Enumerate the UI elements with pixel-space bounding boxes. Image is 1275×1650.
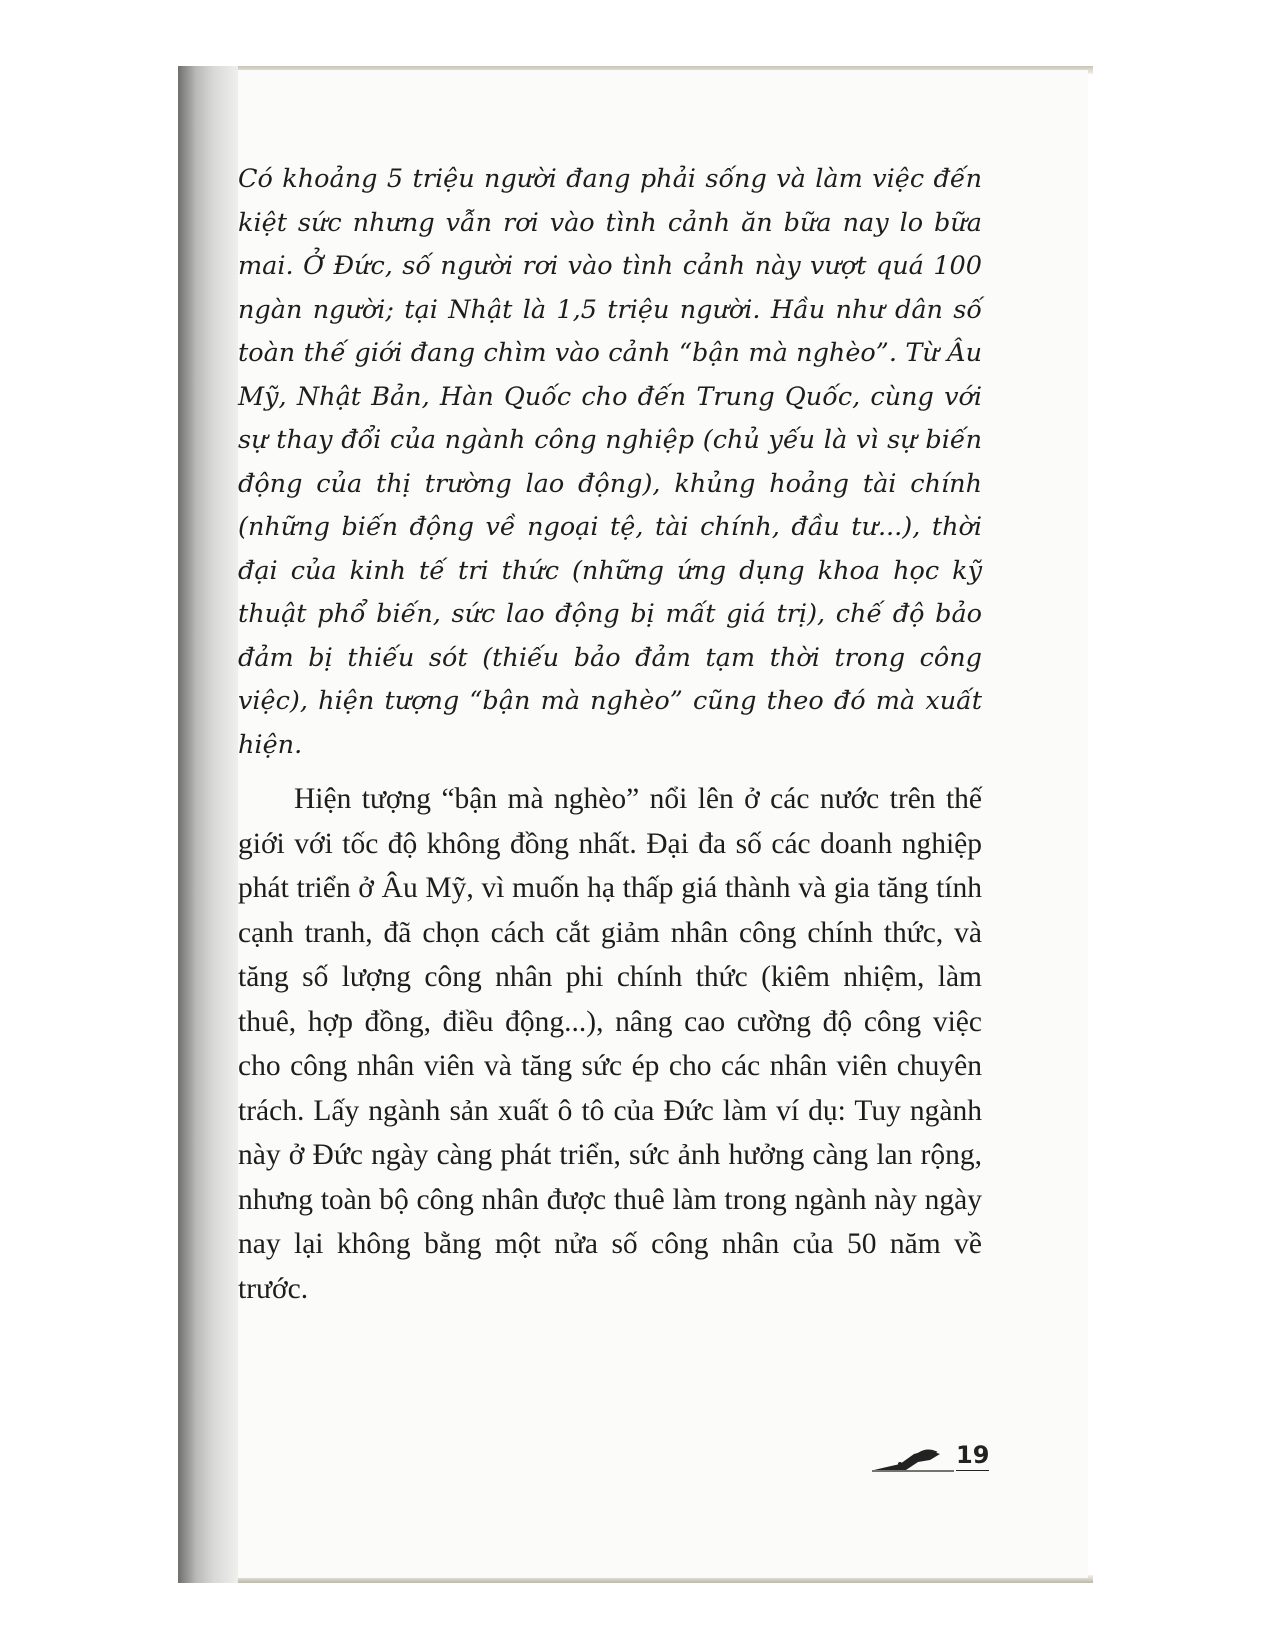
page-number: 19 <box>956 1441 990 1469</box>
book-gutter-shadow <box>178 66 238 1583</box>
page-footer <box>870 1440 990 1480</box>
body-paragraph: Hiện tượng “bận mà nghèo” nổi lên ở các nước trên thế giới với tốc độ không đồng nhất. Đại đa số các doanh nghiệp phát triển ở Âu Mỹ, vì muốn hạ thấp giá thành và gia tăng tính cạnh tranh, đã chọn cách cắt giảm nhân công chính thức, và tăng số lượng công nhân phi chính thức (kiêm nhiệm, làm thuê, hợp đồng, điều động...), nâng cao cường độ công việc cho công nhân viên và tăng sức ép cho các nhân viên chuyên trách. Lấy ngành sản xuất ô tô của Đức làm ví dụ: Tuy ngành này ở Đức ngày càng phát triển, sức ảnh hưởng càng lan rộng, nhưng toàn bộ công nhân được thuê làm trong ngành này ngày nay lại không bằng một nửa số công nhân của 50 năm về trước. <box>238 783 982 1305</box>
body-text <box>238 158 982 1311</box>
pen-icon <box>870 1444 954 1474</box>
italic-paragraph: Có khoảng 5 triệu người đang phải sống và làm việc đến kiệt sức nhưng vẫn rơi vào tình cảnh ăn bữa nay lo bữa mai. Ở Đức, số người rơi vào tình cảnh này vượt quá 100 ngàn người; tại Nhật là 1,5 triệu người. Hầu như dân số toàn thế giới đang chìm vào cảnh “bận mà nghèo”. Từ Âu Mỹ, Nhật Bản, Hàn Quốc cho đến Trung Quốc, cùng với sự thay đổi của ngành công nghiệp (chủ yếu là vì sự biến động của thị trường lao động), khủng hoảng tài chính (những biến động về ngoại tệ, tài chính, đầu tư...), thời đại của kinh tế tri thức (những ứng dụng khoa học kỹ thuật phổ biến, sức lao động bị mất giá trị), chế độ bảo đảm bị thiếu sót (thiếu bảo đảm tạm thời trong công việc), hiện tượng “bận mà nghèo” cũng theo đó mà xuất hiện. <box>238 164 982 760</box>
